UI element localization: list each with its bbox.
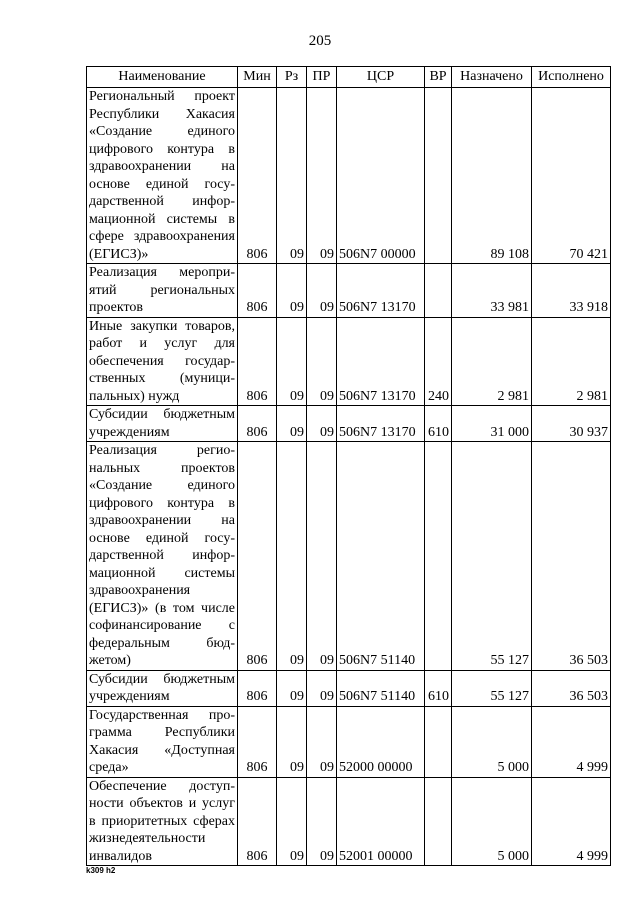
cell-name: Субсидии бюджетным учреждениям: [87, 406, 238, 442]
cell-vr: [425, 88, 452, 264]
cell-min: 806: [238, 706, 277, 777]
cell-name: Государственная программа Республики Хакасия «Доступная среда»: [87, 706, 238, 777]
cell-pr: 09: [307, 406, 337, 442]
cell-name: Реализация мероприятий региональных проектов: [87, 264, 238, 318]
budget-table: [86, 66, 611, 866]
cell-min: 806: [238, 317, 277, 406]
cell-executed: 2 981: [532, 317, 611, 406]
cell-rz: 09: [277, 706, 307, 777]
cell-csr: 506N7 00000: [337, 88, 425, 264]
cell-csr: 506N7 51140: [337, 442, 425, 671]
cell-vr: [425, 706, 452, 777]
cell-rz: 09: [277, 670, 307, 706]
table-row: [87, 706, 611, 777]
cell-assigned: 2 981: [452, 317, 532, 406]
cell-vr: [425, 442, 452, 671]
cell-executed: 36 503: [532, 442, 611, 671]
cell-executed: 4 999: [532, 706, 611, 777]
cell-rz: 09: [277, 442, 307, 671]
cell-executed: 33 918: [532, 264, 611, 318]
cell-min: 806: [238, 264, 277, 318]
footer-code: k309 h2: [86, 866, 116, 875]
cell-assigned: 89 108: [452, 88, 532, 264]
cell-pr: 09: [307, 88, 337, 264]
page-number: 205: [308, 33, 332, 49]
table-row: [87, 88, 611, 264]
header-vr: ВР: [425, 67, 452, 88]
cell-pr: 09: [307, 442, 337, 671]
cell-name: Обеспечение доступности объектов и услуг в приоритетных сферах жизнедеятельности инвалидов: [87, 777, 238, 866]
header-executed: Исполнено: [532, 67, 611, 88]
cell-pr: 09: [307, 264, 337, 318]
cell-assigned: 5 000: [452, 777, 532, 866]
cell-rz: 09: [277, 406, 307, 442]
header-assigned: Назначено: [452, 67, 532, 88]
cell-assigned: 55 127: [452, 670, 532, 706]
header-csr: ЦСР: [337, 67, 425, 88]
cell-rz: 09: [277, 777, 307, 866]
table-row: [87, 777, 611, 866]
cell-pr: 09: [307, 706, 337, 777]
header-pr: ПР: [307, 67, 337, 88]
cell-min: 806: [238, 670, 277, 706]
cell-min: 806: [238, 406, 277, 442]
cell-csr: 506N7 51140: [337, 670, 425, 706]
cell-executed: 4 999: [532, 777, 611, 866]
cell-vr: [425, 777, 452, 866]
table-row: [87, 670, 611, 706]
cell-min: 806: [238, 777, 277, 866]
cell-assigned: 31 000: [452, 406, 532, 442]
cell-name: Иные закупки товаров, работ и услуг для обеспечения государственных (муниципальных) нужд: [87, 317, 238, 406]
cell-name: Субсидии бюджетным учреждениям: [87, 670, 238, 706]
header-min: Мин: [238, 67, 277, 88]
cell-assigned: 55 127: [452, 442, 532, 671]
cell-vr: 610: [425, 670, 452, 706]
cell-min: 806: [238, 88, 277, 264]
cell-csr: 506N7 13170: [337, 317, 425, 406]
cell-name: Реализация региональных проектов «Создание единого цифрового контура в здравоохранении на основе единой государственной информационной системы здравоохранения (ЕГИСЗ)» (в том числе софинансирование с федеральным бюджетом): [87, 442, 238, 671]
header-name: Наименование: [87, 67, 238, 88]
cell-executed: 70 421: [532, 88, 611, 264]
cell-assigned: 33 981: [452, 264, 532, 318]
table-header-row: [87, 67, 611, 88]
table-row: [87, 264, 611, 318]
cell-csr: 506N7 13170: [337, 264, 425, 318]
cell-min: 806: [238, 442, 277, 671]
cell-pr: 09: [307, 670, 337, 706]
cell-rz: 09: [277, 264, 307, 318]
table-row: [87, 442, 611, 671]
cell-csr: 52001 00000: [337, 777, 425, 866]
header-rz: Рз: [277, 67, 307, 88]
table-row: [87, 317, 611, 406]
table-row: [87, 406, 611, 442]
cell-name: Региональный проект Республики Хакасия «Создание единого цифрового контура в здравоохранении на основе единой государственной информационной системы в сфере здравоохранения (ЕГИСЗ)»: [87, 88, 238, 264]
cell-pr: 09: [307, 777, 337, 866]
cell-executed: 36 503: [532, 670, 611, 706]
cell-vr: 610: [425, 406, 452, 442]
cell-rz: 09: [277, 317, 307, 406]
cell-vr: [425, 264, 452, 318]
cell-rz: 09: [277, 88, 307, 264]
cell-csr: 52000 00000: [337, 706, 425, 777]
cell-pr: 09: [307, 317, 337, 406]
cell-vr: 240: [425, 317, 452, 406]
cell-csr: 506N7 13170: [337, 406, 425, 442]
cell-executed: 30 937: [532, 406, 611, 442]
cell-assigned: 5 000: [452, 706, 532, 777]
